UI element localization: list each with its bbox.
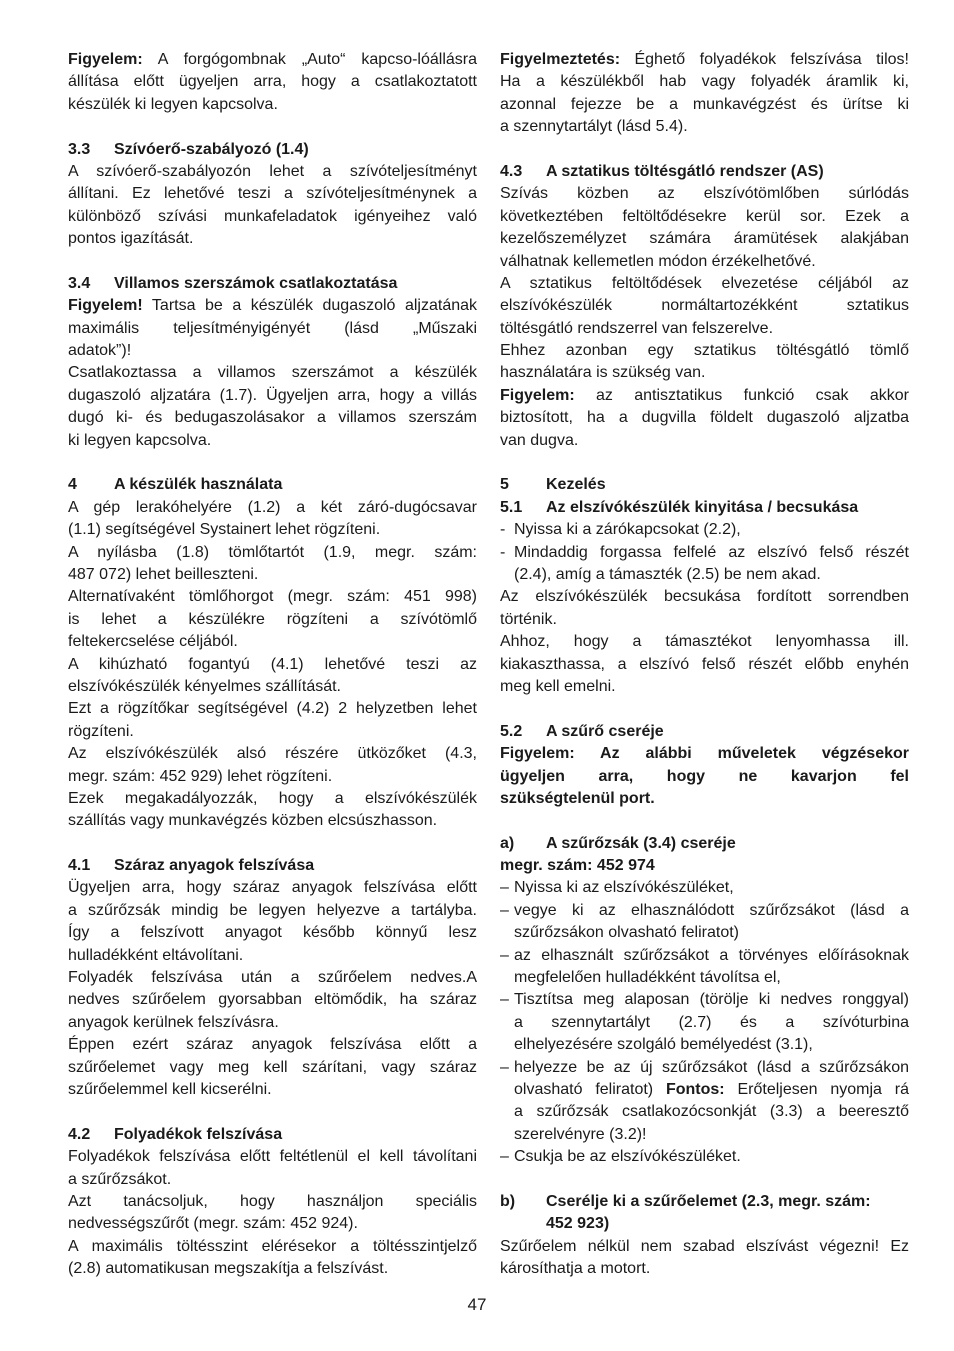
text-line: Az elszívókészülék alsó részére ütközőket (4.3, [68,745,477,763]
text-line: (2.4), amíg a támaszték (2.5) be nem akad. [514,565,821,583]
section-heading-4-1: 4.1 Száraz anyagok felszívása [68,857,315,875]
left-column [68,49,477,1280]
text-line: következtében feltöltődésekre kerül sor. Ezek a [500,207,909,225]
text-line: van dugva. [500,431,579,449]
warning-line: Figyelem: Az alábbi műveletek végzésekor [500,745,909,763]
text-line: biztosított, ha a dugvilla földelt dugaszoló aljzatba [500,409,909,427]
list-item: – az elhasznált szűrőzsákot a törvényes előírásoknak [500,945,909,967]
text-line: azonnal fejezze be a munkavégzést és ürítse ki [500,95,909,113]
text-line: A nyílásba (1.8) tömlőtartót (1.9, megr. szám: [68,543,477,561]
text-line: károsíthatja a motort. [500,1260,651,1278]
text-line: Szívás közben az elszívótömlőben súrlódás [500,185,909,203]
text-line: Ehhez azonban egy sztatikus töltésgátló tömlő [500,342,909,360]
text-line: olvasható feliratot) Fontos: Erőteljesen nyomja rá [514,1080,909,1098]
text-line: a szűrőzsák csatlakozócsonkját (3.3) a beeresztő [514,1103,909,1121]
section-heading-5-2: 5.2 A szűrő cseréje [500,722,664,740]
list-item: – vegye ki az elhasználódott szűrőzsákot (lásd a [500,900,909,922]
text-line: elszívókészülék kényelmes szállítását. [68,677,341,695]
text-line: Szűrőelem nélkül nem szabad elszívást végezni! Ez [500,1237,909,1255]
text-line: megfelelően hulladékként távolítsa el, [514,969,781,987]
warning-label: Figyelmeztetés: [500,51,621,68]
text-line: nedves szűrőelem gyorsabban eltömődik, ha száraz [68,991,477,1009]
text-line: Ezek megakadályozzák, hogy a elszívókészülék [68,789,477,807]
text-line: anyagok kerülnek felszívásra. [68,1013,279,1031]
list-item: – Csukja be az elszívókészüléket. [500,1146,909,1168]
text-line: válhatnak kellemetlen módon érzékelhetővé. [500,252,816,270]
text-line: adatok”)! [68,342,132,360]
text-line: A kihúzható fogantyú (4.1) lehetővé teszi az [68,655,477,673]
section-heading-4: 4 A készülék használata [68,476,283,494]
text-line: Csatlakoztassa a villamos szerszámot a készülék [68,364,477,382]
text-line: elhelyezésére szolgáló bemélyedést (3.1), [514,1036,813,1054]
warning-label: Figyelem! [68,297,143,315]
text-line: kiakaszthassa, a elszívó felső részét előbb enyhén [500,655,909,673]
page-number: 47 [467,1295,487,1314]
text-line: állítani. Ez lehetővé teszi a szívóteljesítménynek a [68,185,477,203]
text-line: a szennytartályt (lásd 5.4). [500,118,688,136]
text-line: szűrőzsákon olvasható feliratot) [514,924,739,942]
section-heading-a: a) A szűrőzsák (3.4) cseréje [500,834,736,852]
important-label: Fontos: [665,1080,725,1098]
text-line: ki legyen kapcsolva. [68,431,212,449]
dash-bullet: – [500,879,509,897]
text-line: Az elszívókészülék becsukása fordított sorrendben [500,588,909,606]
text-line: A gép lerakóhelyére (1.2) a két záró-dugócsavar [68,498,477,516]
text-line: A maximális töltésszint elérésekor a töltésszintjelző [68,1237,477,1255]
text-line: szerelvényre (3.2)! [514,1125,647,1143]
text-line: rögzíteni. [68,722,134,740]
text-line: Ügyeljen arra, hogy száraz anyagok felszívása előtt [68,879,477,897]
text-line: dugó ki- és bedugaszolásakor a villamos szerszám [68,409,477,427]
text-line: is lehet a készülékre rögzíteni a szívótömlő [68,610,477,628]
dash-bullet: – [500,946,509,964]
text-line: a szennytartályt (2.7) és a szívóturbina [514,1013,909,1031]
warning-label: Figyelem: [500,386,575,404]
text-line: pontos igazítását. [68,230,194,248]
text-line: (2.8) automatikusan megszakítja a felszívást. [68,1260,389,1278]
text-line: töltésgátló rendszerrel van felszerelve. [500,319,774,337]
text-line: (1.1) segítségével Systainert lehet rögzíteni. [68,521,381,539]
text-line: 487 072) lehet beilleszteni. [68,565,259,583]
text-line: a szűrőzsák mindig be legyen helyezve a tartályba. [68,901,477,919]
warning-paragraph: Figyelmeztetés: Éghető folyadékok felszívása tilos! [500,51,910,68]
section-heading-b-cont: 452 923) [546,1215,610,1233]
text-line: a szűrőzsákot. [68,1170,172,1188]
dash-bullet: – [500,991,509,1009]
section-heading-3-3: 3.3 Szívóerő-szabályozó (1.4) [68,140,309,158]
text-line: A sztatikus feltöltődések elvezetése céljából az [500,274,909,292]
section-heading-b: b) Cserélje ki a szűrőelemet (2.3, megr. szám: [500,1192,871,1210]
warning-line: szükségtelenül port. [500,789,655,807]
section-heading-4-2: 4.2 Folyadékok felszívása [68,1125,283,1143]
text-line: Ha a készülékből hab vagy folyadék áramlik ki, [500,73,909,91]
list-item: - Nyissa ki a zárókapcsokat (2.2), [500,519,909,541]
warning-paragraph: Figyelem! Tartsa be a készülék dugaszoló aljzatának [68,297,478,315]
text-line: maximális teljesítményigényét (lásd „Műszaki [68,319,477,337]
dash-bullet: – [500,901,509,919]
text-line: Alternatívaként tömlőhorgot (megr. szám: 451 998) [68,588,477,606]
dash-bullet: – [500,1058,509,1076]
text-line: Folyadékok felszívása előtt feltétlenül el kell távolítani [68,1148,477,1166]
text-line: megr. szám: 452 929) lehet rögzíteni. [68,767,333,785]
text-line: nedvességszűrőt (megr. szám: 452 924). [68,1215,358,1233]
list-item: – helyezze be az új szűrőzsákot (lásd a szűrőzsákon [500,1057,909,1079]
text-line: különböző szívási munkafeladatok igényeihez való [68,207,477,225]
order-number: megr. szám: 452 974 [500,857,655,875]
text-line: Folyadék felszívása után a szűrőelem nedves.A [68,969,477,987]
text-line: Így a felszívott anyagot később könnyű lesz [68,924,477,942]
text-line: szűrőelemmel kell kicserélni. [68,1080,272,1098]
list-item: – Nyissa ki az elszívókészüléket, [500,877,909,899]
text-line: hulladékként eltávolítani. [68,946,244,964]
section-heading-4-3: 4.3 A sztatikus töltésgátló rendszer (AS) [500,162,824,180]
text-line: Ahhoz, hogy a támasztékot lenyomhassa ill. [500,633,909,651]
text-line: használatára is szükség van. [500,364,706,382]
text-line: elszívókészülék normáltartozékként sztatikus [500,297,909,315]
dash-bullet: – [500,1148,509,1166]
list-item: - Mindaddig forgassa felfelé az elszívó felső részét [500,542,909,564]
text-line: kezelőszemélyzet számára áramütések alakjában [500,230,909,248]
dash-bullet: - [500,521,506,539]
text-line: A szívóerő-szabályozón lehet a szívóteljesítményt [68,162,477,180]
text-line: Éppen ezért száraz anyagok felszívása előtt a [68,1036,477,1054]
warning-paragraph: Figyelem: A forgógombnak „Auto“ kapcso-lóállásra [68,51,478,68]
text-line: állítása előtt ügyeljen arra, hogy a csatlakoztatott [68,73,477,91]
right-column [500,49,909,1280]
warning-line: ügyeljen arra, hogy ne kavarjon fel [500,767,909,785]
text-line: Ezt a rögzítőkar segítségével (4.2) 2 helyzetben lehet [68,700,477,718]
section-heading-5: 5 Kezelés [500,476,606,494]
warning-label: Figyelem: [68,51,143,68]
section-heading-5-1: 5.1 Az elszívókészülék kinyitása / becsukása [500,498,859,516]
text-line: dugaszoló aljzatára (1.7). Ügyeljen arra, hogy a villás [68,386,477,404]
section-heading-3-4: 3.4 Villamos szerszámok csatlakoztatása [68,274,398,292]
text-line: készülék ki legyen kapcsolva. [68,95,278,113]
text-line: meg kell emelni. [500,677,616,695]
warning-paragraph: Figyelem: az antisztatikus funkció csak akkor [500,386,910,404]
text-line: szállítás vagy munkavégzés közben elcsúszhasson. [68,812,438,830]
list-item: – Tisztítsa meg alaposan (törölje ki nedves ronggyal) [500,989,909,1011]
text-line: feltekercselése céljából. [68,633,238,651]
text-line: történik. [500,610,557,628]
dash-bullet: - [500,543,506,561]
text-line: Azt tanácsoljuk, hogy használjon speciális [68,1192,477,1210]
text-line: szűrőelemet vagy meg kell szárítani, vagy száraz [68,1058,477,1076]
